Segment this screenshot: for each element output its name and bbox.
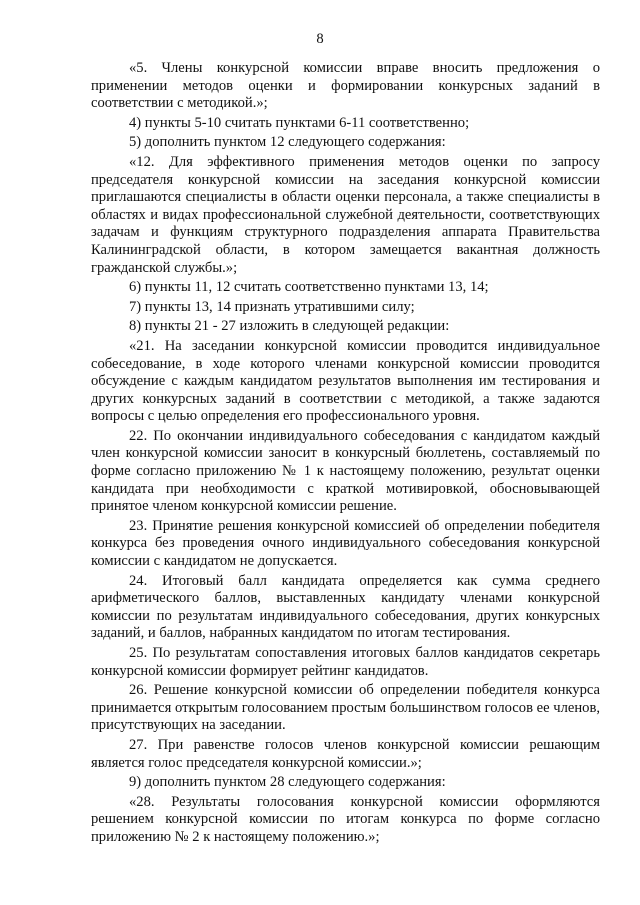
document-body (91, 60, 600, 849)
paragraph: «5. Члены конкурсной комиссии вправе вносить предложения о применении методов оценки и формировании конкурсных заданий в соответствии с методикой.»; (91, 60, 600, 112)
paragraph: 7) пункты 13, 14 признать утратившими силу; (129, 298, 415, 315)
page-number: 8 (316, 31, 324, 47)
paragraph: «12. Для эффективного применения методов оценки по запросу председателя конкурсной комиссии на заседания конкурсной комиссии приглашаются специалисты в области оценки персонала, а также специалисты в областях и видах профессиональной служебной деятельности, соответствующих задачам и функциям структурного подразделения аппарата Правительства Калининградской области, в котором замещается вакантная должность гражданской службы.»; (91, 153, 600, 276)
paragraph: 26. Решение конкурсной комиссии об определении победителя конкурса принимается открытым голосованием простым большинством голосов ее членов, присутствующих на заседании. (91, 682, 600, 734)
paragraph: 23. Принятие решения конкурсной комиссией об определении победителя конкурса без проведения очного индивидуального собеседования конкурсной комиссии с кандидатом не допускается. (91, 517, 600, 570)
paragraph: 22. По окончании индивидуального собеседования с кандидатом каждый член конкурсной комиссии заносит в конкурсный бюллетень, составляемый по форме согласно приложению № 1 к настоящему положению, результат оценки кандидата при необходимости с краткой мотивировкой, обосновывающей принятое членом конкурсной комиссии решение. (91, 427, 600, 515)
paragraph: 5) дополнить пунктом 12 следующего содержания: (129, 134, 446, 151)
paragraph: 8) пункты 21 - 27 изложить в следующей редакции: (129, 318, 450, 335)
paragraph: 25. По результатам сопоставления итоговых баллов кандидатов секретарь конкурсной комиссии формирует рейтинг кандидатов. (91, 645, 600, 679)
paragraph: 27. При равенстве голосов членов конкурсной комиссии решающим является голос председателя конкурсной комиссии.»; (91, 736, 600, 771)
paragraph: 9) дополнить пунктом 28 следующего содержания: (129, 774, 446, 791)
paragraph: «28. Результаты голосования конкурсной комиссии оформляются решением конкурсной комиссии по итогам конкурса по форме согласно приложению № 2 к настоящему положению.»; (91, 793, 600, 845)
paragraph: 24. Итоговый балл кандидата определяется как сумма среднего арифметического баллов, выставленных кандидату членами конкурсной комиссии по результатам индивидуального собеседования, других конкурсных заданий, и баллов, набранных кандидатом по итогам тестирования. (91, 572, 600, 642)
paragraph: «21. На заседании конкурсной комиссии проводится индивидуальное собеседование, в ходе которого членами конкурсной комиссии проводится обсуждение с каждым кандидатом результатов выполнения им тестирования и других конкурсных заданий в соответствии с методикой, а также задаются вопросы с целью определения его профессионального уровня. (91, 337, 600, 425)
paragraph: 4) пункты 5-10 считать пунктами 6-11 соответственно; (129, 114, 470, 131)
paragraph: 6) пункты 11, 12 считать соответственно пунктами 13, 14; (129, 279, 489, 296)
